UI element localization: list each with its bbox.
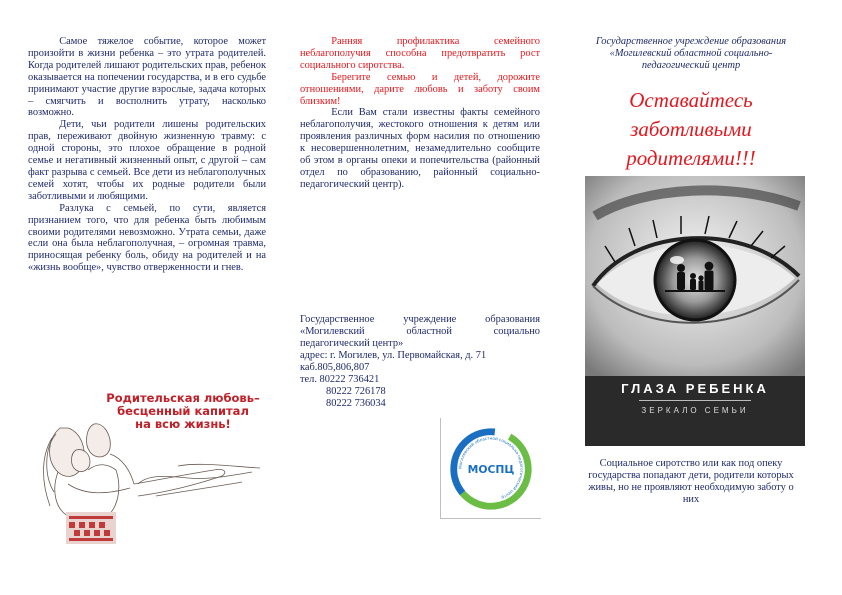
paragraph: Если Вам стали известны факты семейного неблагополучия, жестокого отношения к детям или проявления различных форм насилия по отношению к несовершеннолетним, незамедлительно сообщите об этом в органы опеки и попечительства (районный отдел по образованию, районный социально-педагогический центр). [300, 107, 540, 190]
middle-panel-text [300, 36, 540, 191]
org-header: Государственное учреждение образования «Могилевский областной социально-педагогический центр [595, 36, 787, 71]
phone-number: тел. 80222 736421 [300, 374, 380, 385]
org-line: Государственное учреждение образования [300, 314, 540, 325]
slogan: Оставайтесь заботливыми родителями!!! [626, 88, 756, 170]
red-paragraph: Ранняя профилактика семейного неблагополучия способна предотвратить рост социального сиротства. [300, 36, 540, 71]
phone-number: 80222 726178 [326, 386, 386, 397]
phone-number: 80222 736034 [326, 398, 386, 409]
office-numbers: каб.805,806,807 [300, 362, 370, 373]
logo-text: МОСПЦ [467, 462, 515, 476]
paragraph: Разлука с семьей, по сути, является признанием того, что для ребенка быть любимым своими родителями невозможно. Утрата семьи, даже если она была неблагополучная, – огромная травма, приносящая ребенку боль, обиду на родителей и на «жизнь вообще», чувство отверженности и гнев. [28, 202, 266, 274]
mospc-logo-icon [442, 420, 540, 518]
logo-ring-text: Могилевский областной социально-педагогический центр [457, 435, 525, 501]
paragraph: Дети, чьи родители лишены родительских прав, переживают двойную жизненную травму: с одной стороны, это плохое обращение в родной семье и негативный жизненный опыт, с другой – сам факт разрыва с семьей. Все дети из неблагополучных семей хотят, чтобы их родные родители были заботливыми и любящими. [28, 119, 266, 202]
street-address: адрес: г. Могилев, ул. Первомайская, д. 71 [300, 350, 487, 361]
image-title: ГЛАЗА РЕБЕНКА [621, 381, 769, 396]
image-subtitle: ЗЕРКАЛО СЕМЬИ [641, 406, 749, 415]
eye-with-family-icon [585, 176, 805, 376]
org-line: «Могилевский областной социально [300, 326, 540, 337]
illustration-caption: Родительская любовь– бесценный капитал на всю жизнь! [106, 391, 260, 431]
eye-image [585, 176, 805, 446]
contact-address [300, 314, 540, 410]
org-line: педагогический центр» [300, 338, 404, 349]
left-panel-text [28, 36, 266, 274]
right-panel [580, 36, 802, 173]
divider [639, 400, 751, 401]
bottom-caption: Социальное сиротство или как под опеку государства попадают дети, родители которых живы, но не проявляют необходимую заботу о них [588, 458, 794, 505]
paragraph: Самое тяжелое событие, которое может произойти в жизни ребенка – это утрата родителей. Когда родителей лишают родительских прав, ребенок оказывается на попечении государства, и в его судьбе принимают участие другие взрослые, задача которых – смягчить и восполнить утрату, насколько возможно. [28, 36, 266, 119]
red-paragraph: Берегите семью и детей, дорожите отношениями, дарите любовь и заботу своим близким! [300, 71, 540, 107]
